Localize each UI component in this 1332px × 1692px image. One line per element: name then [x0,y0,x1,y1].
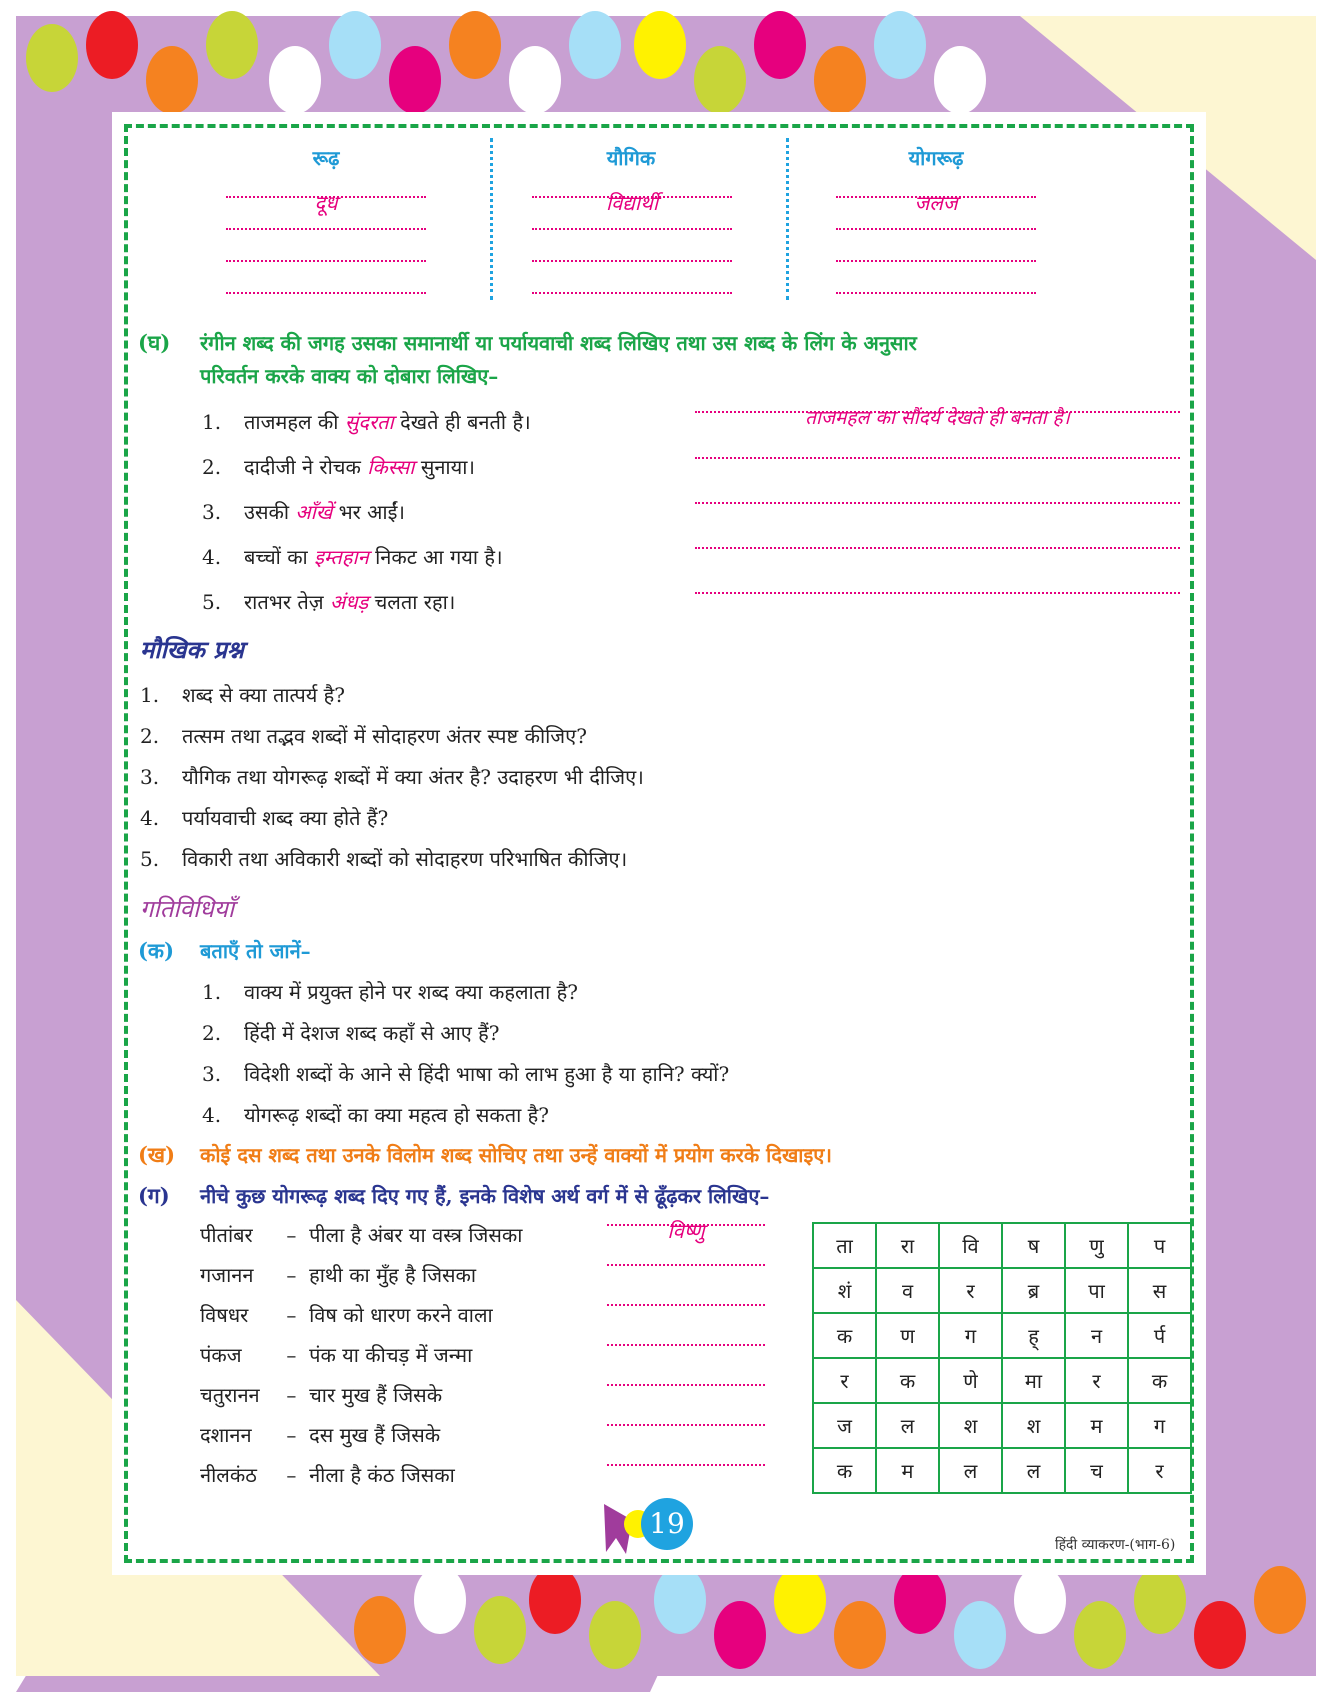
grid-row [813,1403,1191,1448]
oral-item-3: 3. यौगिक तथा योगरूढ़ शब्दों में क्या अंतर है? उदाहरण भी दीजिए। [140,765,644,789]
section-kha-marker: (ख) [138,1142,176,1167]
grid-cell: ब्र [1002,1268,1065,1313]
answer-line [532,292,732,294]
grid-cell: क [813,1313,876,1358]
answer-rudh: दूध [314,191,338,215]
oral-item-1: 1. शब्द से क्या तात्पर्य है? [140,683,345,707]
ga-word-row: नीलकंठ – नीला है कंठ जिसका [200,1463,455,1487]
answer-line [532,260,732,262]
answer-line [607,1344,765,1346]
grid-cell: ह् [1002,1313,1065,1358]
grid-cell: प [1128,1223,1191,1268]
grid-cell: णु [1065,1223,1128,1268]
gha-item-2: 2. दादीजी ने रोचक किस्सा सुनाया। [202,455,475,479]
grid-cell: म [1065,1403,1128,1448]
answer-line [607,1424,765,1426]
oral-item-2: 2. तत्सम तथा तद्भव शब्दों में सोदाहरण अंतर स्पष्ट कीजिए? [140,724,587,748]
grid-cell: ल [876,1403,939,1448]
grid-row [813,1223,1191,1268]
column-heading-rudh: रूढ़ [312,146,340,170]
section-ka-title: बताएँ तो जानें– [200,939,311,963]
grid-cell: र [1128,1448,1191,1493]
grid-cell: र [1065,1358,1128,1403]
grid-row [813,1268,1191,1313]
answer-line [607,1384,765,1386]
ga-word-row: पीतांबर – पीला है अंबर या वस्त्र जिसका [200,1223,523,1247]
grid-row [813,1358,1191,1403]
page-number: 19 [641,1498,693,1550]
ga-word-row: चतुरानन – चार मुख हैं जिसके [200,1383,443,1407]
answer-line [695,457,1180,459]
answer-line [607,1224,765,1226]
gha-answer-1: ताजमहल का सौंदर्य देखते ही बनता है। [805,407,1070,429]
grid-cell: रा [876,1223,939,1268]
ga-word-row: विषधर – विष को धारण करने वाला [200,1303,493,1327]
grid-cell: र [939,1268,1002,1313]
section-gha-instruction: रंगीन शब्द की जगह उसका समानार्थी या पर्यायवाची शब्द लिखिए तथा उस शब्द के लिंग के अनुसार [200,331,917,355]
answer-line [836,196,1036,198]
grid-cell: ता [813,1223,876,1268]
answer-line [607,1304,765,1306]
gha-item-3: 3. उसकी आँखें भर आईं। [202,500,405,524]
answer-line [226,196,426,198]
ga-word-row: पंकज – पंक या कीचड़ में जन्मा [200,1343,473,1367]
ka-item-4: 4. योगरूढ़ शब्दों का क्या महत्व हो सकता है? [202,1103,550,1127]
ka-item-1: 1. वाक्य में प्रयुक्त होने पर शब्द क्या कहलाता है? [202,980,578,1004]
grid-cell: र [813,1358,876,1403]
grid-cell: णे [939,1358,1002,1403]
answer-line [836,292,1036,294]
grid-cell: ल [939,1448,1002,1493]
grid-cell: च [1065,1448,1128,1493]
ka-item-2: 2. हिंदी में देशज शब्द कहाँ से आए हैं? [202,1021,500,1045]
grid-cell: ग [1128,1403,1191,1448]
answer-line [695,411,1180,413]
answer-line [226,292,426,294]
grid-cell: क [813,1448,876,1493]
grid-cell: र्प [1128,1313,1191,1358]
activities-title: गतिविधियाँ [140,895,235,923]
grid-row [813,1313,1191,1358]
book-footer: हिंदी व्याकरण-(भाग-6) [1055,1537,1176,1553]
grid-cell: ष [1002,1223,1065,1268]
column-heading-yogrudh: योगरूढ़ [908,146,964,170]
answer-line [607,1464,765,1466]
section-ga-marker: (ग) [138,1183,170,1208]
grid-cell: पा [1065,1268,1128,1313]
ka-item-3: 3. विदेशी शब्दों के आने से हिंदी भाषा को लाभ हुआ है या हानि? क्यों? [202,1062,730,1086]
grid-cell: वि [939,1223,1002,1268]
answer-line [695,502,1180,504]
grid-cell: म [876,1448,939,1493]
grid-cell: मा [1002,1358,1065,1403]
grid-cell: श [1002,1403,1065,1448]
grid-cell: क [876,1358,939,1403]
gha-item-5: 5. रातभर तेज़ अंधड़ चलता रहा। [202,590,456,614]
section-gha-marker: (घ) [138,330,171,355]
grid-cell: ल [1002,1448,1065,1493]
gha-item-4: 4. बच्चों का इम्तहान निकट आ गया है। [202,545,503,569]
grid-cell: ग [939,1313,1002,1358]
section-ka-marker: (क) [138,938,174,963]
ga-word-row: गजानन – हाथी का मुँह है जिसका [200,1263,477,1287]
answer-line [836,228,1036,230]
answer-yaugik: विद्यार्थी [605,191,659,215]
answer-yogrudh: जलज [914,191,958,215]
answer-line [607,1264,765,1266]
column-divider [786,138,789,300]
answer-line [836,260,1036,262]
answer-line [226,260,426,262]
section-ga-text: नीचे कुछ योगरूढ़ शब्द दिए गए हैं, इनके विशेष अर्थ वर्ग में से ढूँढ़कर लिखिए– [200,1184,770,1208]
ga-word-row: दशानन – दस मुख हैं जिसके [200,1423,441,1447]
grid-cell: न [1065,1313,1128,1358]
word-search-grid [812,1222,1192,1494]
oral-item-4: 4. पर्यायवाची शब्द क्या होते हैं? [140,806,389,830]
grid-cell: ण [876,1313,939,1358]
answer-line [695,547,1180,549]
grid-cell: ज [813,1403,876,1448]
ga-answer-1: विष्णु [667,1219,705,1243]
oral-item-5: 5. विकारी तथा अविकारी शब्दों को सोदाहरण परिभाषित कीजिए। [140,847,628,871]
grid-row [813,1448,1191,1493]
section-kha-text: कोई दस शब्द तथा उनके विलोम शब्द सोचिए तथा उन्हें वाक्यों में प्रयोग करके दिखाइए। [200,1143,832,1167]
oral-questions-title: मौखिक प्रश्न [140,635,244,664]
grid-cell: व [876,1268,939,1313]
column-heading-yaugik: यौगिक [606,146,656,170]
grid-cell: स [1128,1268,1191,1313]
grid-cell: श [939,1403,1002,1448]
section-gha-instruction-cont: परिवर्तन करके वाक्य को दोबारा लिखिए– [200,364,499,388]
grid-cell: क [1128,1358,1191,1403]
answer-line [532,196,732,198]
answer-line [695,592,1180,594]
column-divider [490,138,493,300]
answer-line [532,228,732,230]
grid-cell: शं [813,1268,876,1313]
gha-item-1: 1. ताजमहल की सुंदरता देखते ही बनती है। [202,410,531,434]
answer-line [226,228,426,230]
